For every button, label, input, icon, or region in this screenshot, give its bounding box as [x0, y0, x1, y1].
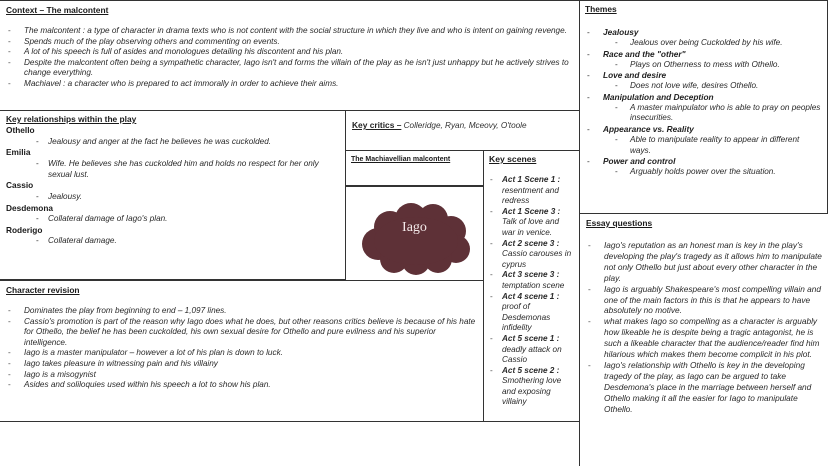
scene-item	[489, 270, 574, 291]
scene-item	[489, 175, 574, 207]
theme-heading: - Race and the "other"	[585, 49, 822, 60]
theme-detail: - A master mainpulator who is able to pray on peoples insecurities.	[585, 103, 822, 124]
revision-section	[0, 280, 484, 422]
iago-cloud-section	[345, 186, 484, 281]
theme-detail: - Arguably holds power over the situation.	[585, 167, 822, 178]
theme-item	[585, 92, 822, 124]
theme-heading: - Jealousy	[585, 27, 822, 38]
scene-item	[489, 239, 574, 271]
relationship-name: Desdemona	[6, 202, 54, 213]
relationship-name: Othello	[6, 125, 35, 135]
relationship-detail: - Jealousy.	[6, 192, 339, 203]
revision-list	[6, 306, 477, 391]
scenes-section	[483, 150, 580, 422]
themes-section	[579, 0, 828, 214]
relationship-name: Roderigo	[6, 224, 43, 235]
scene-detail: temptation scene	[502, 280, 565, 290]
essay-item: - Iago's relationship with Othello is key in the developing tragedy of the play, as Iago can be argued to take Desdemona's place in the marriage between herself and Othello making it all the easier for Iago to manipulate Othello.	[586, 360, 822, 415]
essay-section	[579, 213, 828, 466]
relationships-title: Key relationships within the play	[6, 114, 137, 124]
scene-detail: Cassio carouses in cyprus	[502, 249, 572, 269]
themes-title: Themes	[585, 4, 617, 14]
machiavellian-section	[345, 150, 484, 186]
relationship-name: Cassio	[6, 180, 34, 191]
scenes-title: Key scenes	[489, 154, 537, 164]
theme-item	[585, 27, 822, 49]
theme-detail: - Plays on Otherness to mess with Othello.	[585, 60, 822, 71]
theme-detail: - Able to manipulate reality to appear in different ways.	[585, 135, 822, 156]
cloud-blobs	[362, 203, 470, 275]
cloud-label: Iago	[402, 220, 427, 235]
scenes-list	[489, 175, 574, 408]
scene-item	[489, 292, 574, 334]
theme-heading: - Love and desire	[585, 70, 822, 81]
relationship-detail: - Collateral damage.	[6, 236, 339, 247]
context-title: Context – The malcontent	[6, 5, 109, 15]
relationships-section	[0, 110, 346, 280]
essay-item: - Iago is arguably Shakespeare's most compelling villain and one of the main factors in this is that he appears to have absolutely no motive.	[586, 284, 822, 317]
revision-item: - Iago takes pleasure in witnessing pain and his villainy	[6, 359, 477, 370]
revision-item: - Cassio's promotion is part of the reason why Iago does what he does, but other reasons critics believe is because of his hate for Othello, the belief he has been cuckolded, his own sexual desire for Othello and pure evilness and his superior intelligence.	[6, 317, 477, 349]
revision-item: - Iago is a misogynist	[6, 370, 477, 381]
revision-item: - Asides and soliloquies used within his speech a lot to show his plan.	[6, 380, 477, 391]
theme-item	[585, 70, 822, 92]
revision-title: Character revision	[6, 285, 80, 295]
theme-item	[585, 124, 822, 156]
relationship-detail: - Collateral damage of Iago's plan.	[6, 214, 339, 225]
scene-act: - Act 5 scene 2 :	[502, 365, 560, 375]
theme-item	[585, 156, 822, 178]
scene-item	[489, 366, 574, 408]
revision-item: - Iago is a master manipulator – however a lot of his plan is down to luck.	[6, 348, 477, 359]
scene-act: - Act 2 scene 3 :	[502, 238, 560, 248]
scene-detail: Talk of love and war in venice.	[502, 217, 560, 237]
theme-heading: - Appearance vs. Reality	[585, 124, 822, 135]
context-item: - Despite the malcontent often being a sympathetic character, Iago isn't and forms the villain of the play as he isn't just unhappy but he actively strives to change everything.	[6, 58, 573, 79]
theme-heading: - Power and control	[585, 156, 822, 167]
revision-item: - Dominates the play from beginning to end – 1,097 lines.	[6, 306, 477, 317]
theme-heading: - Manipulation and Deception	[585, 92, 822, 103]
scene-act: - Act 3 scene 3 :	[502, 270, 560, 280]
critics-names: Colleridge, Ryan, Mceovy, O'toole	[401, 121, 527, 130]
cloud-shape	[356, 199, 474, 277]
critics-section	[345, 110, 580, 151]
context-section	[0, 0, 580, 111]
context-list	[6, 26, 573, 90]
context-item: - Machiavel : a character who is prepared to act immorally in order to achieve their aims.	[6, 79, 573, 90]
context-item: - The malcontent : a type of character in drama texts who is not content with the social structure in which they live and who is intent on gaining revenge.	[6, 26, 573, 37]
themes-list	[585, 27, 822, 178]
theme-item	[585, 49, 822, 71]
scene-item	[489, 334, 574, 366]
theme-detail: - Jealous over being Cuckolded by his wife.	[585, 38, 822, 49]
context-item: - A lot of his speech is full of asides and monologues detailing his discontent and his plan.	[6, 47, 573, 58]
scene-detail: proof of Desdemonas infidelity	[502, 302, 551, 333]
scene-act: - Act 1 Scene 1 :	[502, 175, 561, 184]
scene-act: - Act 4 scene 1 :	[502, 291, 560, 301]
scene-detail: deadly attack on Cassio	[502, 344, 562, 365]
relationship-detail: - Jealousy and anger at the fact he believes he was cuckolded.	[6, 137, 339, 148]
relationship-name: Emilia	[6, 147, 31, 158]
essay-list	[586, 240, 822, 415]
relationship-detail: - Wife. He believes she has cuckolded him and holds no respect for her only sexual lust.	[6, 159, 339, 181]
machiavellian-title: The Machiavellian malcontent	[351, 156, 451, 163]
essay-title: Essay questions	[586, 218, 653, 228]
context-item: - Spends much of the play observing others and commenting on events.	[6, 37, 573, 48]
scene-detail: resentment and redress	[502, 185, 559, 206]
scene-act: - Act 1 Scene 3 :	[502, 206, 561, 216]
theme-detail: - Does not love wife, desires Othello.	[585, 81, 822, 92]
scene-detail: Smothering love and exposing villainy	[502, 376, 562, 407]
scene-act: - Act 5 scene 1 :	[502, 333, 560, 343]
essay-item: - Iago's reputation as an honest man is key in the play's developing the play's tragedy as it allows him to manipulate not only Othello but just about every other character in the play.	[586, 240, 822, 284]
scene-item	[489, 207, 574, 239]
critics-label: Key critics –	[352, 120, 402, 130]
essay-item: - what makes Iago so compelling as a character is arguably how likeable he is despite being a tragic antagonist, he is such a likeable character that the audience/reader find him hilarious which makes them become complicit in his plot.	[586, 316, 822, 360]
